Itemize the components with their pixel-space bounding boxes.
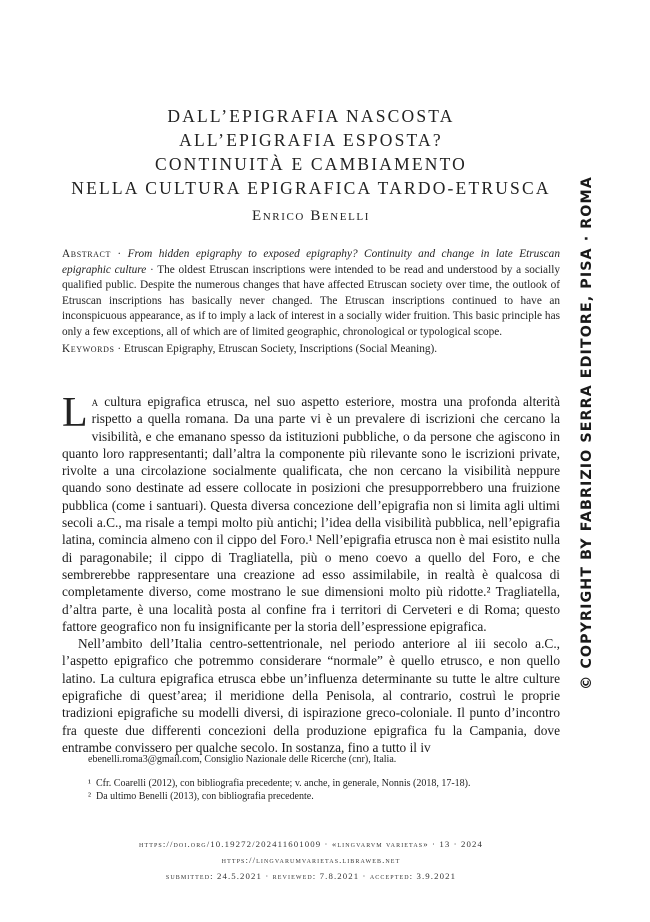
journal-url[interactable]: https://lingvarumvarietas.libraweb.net <box>221 855 401 865</box>
keywords-text: · Etruscan Epigraphy, Etruscan Society, Inscriptions (Social Meaning). <box>114 342 438 355</box>
keywords-label: Keywords <box>62 342 115 355</box>
footnote-1 <box>88 777 558 791</box>
abstract-block <box>62 247 560 357</box>
title-line-4: NELLA CULTURA EPIGRAFICA TARDO-ETRUSCA <box>71 178 551 198</box>
copyright-text: © COPYRIGHT BY FABRIZIO SERRA EDITORE, PISA · ROMA <box>579 176 595 690</box>
review-dates: submitted: 24.5.2021 · reviewed: 7.8.2021 · accepted: 3.9.2021 <box>165 871 457 881</box>
body-text <box>62 390 560 756</box>
title-line-2: ALL’EPIGRAFIA ESPOSTA? <box>179 130 443 150</box>
lead-in: a <box>91 394 99 409</box>
publication-meta <box>62 836 560 884</box>
abstract <box>62 247 560 341</box>
author-affiliation: ebenelli.roma3@gmail.com, Consiglio Nazionale delle Ricerche (cnr), Italia. <box>88 754 397 765</box>
abstract-english-title: From hidden epigraphy to exposed epigraphy? Continuity and change in late Etruscan epigraphic culture <box>62 248 560 276</box>
author-name: Enrico Benelli <box>251 208 371 224</box>
keywords <box>62 342 560 358</box>
paragraph-1 <box>62 390 560 635</box>
paragraph-2: Nell’ambito dell’Italia centro-settentrionale, nel periodo anteriore al iii secolo a.C., l’aspetto epigrafico che potremmo considerare “normale” è quello etrusco, e non quello latino. La cultura epigrafica etrusca ebbe un’influenza determinante su tutte le altre culture epigrafiche di quest’area; il meridione della Penisola, al contrario, costruì le proprie tradizioni epigrafiche su modelli diversi, di ispirazione greco-coloniale. Il punto d’incontro fra queste due differenti concezioni della produzione epigrafica fu la Campania, dove entrambe convissero per qualche secolo. In sostanza, fino a tutto il iv <box>62 636 560 755</box>
abstract-label: Abstract <box>62 248 111 260</box>
article-title <box>62 104 560 200</box>
footnote-2 <box>88 790 558 804</box>
footnote-2-text: Da ultimo Benelli (2013), con bibliografia precedente. <box>96 791 314 803</box>
footnotes <box>88 753 558 804</box>
doi-line[interactable]: https://doi.org/10.19272/202411601009 · «lingvarvm varietas» · 13 · 2024 <box>139 839 483 849</box>
paragraph-1-text: cultura epigrafica etrusca, nel suo aspetto esteriore, mostra una profonda alterità rispetto a quella romana. Da una parte vi è un prevalere di iscrizioni che cercano la visibilità, e che emanano spesso da istituzioni pubbliche, o da persone che agiscono in quanto loro rappresentanti; dall’altra la componente più rilevante sono le iscrizioni private, rivolte a una circolazione socialmente qualificata, che non cercano la visibilità neppure quando sono destinate ad essere collocate in posizioni che presupporrebbero una fruizione pubblica (come i santuari). Questa diversa concezione dell’epigrafia non si limita agli ultimi secoli a.C., ma risale a tempi molto più antichi; l’idea della visibilità pubblica, nell’epigrafia latina, comincia almeno con il cippo del Foro.¹ Nell’epigrafia etrusca non è mai esistito nulla di paragonabile; il cippo di Tragliatella, più o meno coevo a quello del Foro, e che sembrerebbe rappresentare una creazione ad esso assimilabile, in realtà è qualcosa di completamente diverso, come mostrano le sue dimensioni molto più ridotte.² Tragliatella, d’altra parte, è una località posta al confine fra i territori di Cerveteri e di Roma; questo fattore geografico non fu insignificante per la storia dell’espressione epigrafica. <box>62 394 560 634</box>
abstract-separator: · <box>110 248 128 260</box>
drop-cap: L <box>62 390 88 436</box>
abstract-text: · The oldest Etruscan inscriptions were intended to be read and understood by a socially qualified public. Despite the numerous changes that have affected Etruscan society over time, the outlook of Etruscan inscriptions has basically never changed. The Etruscan inscriptions continued to have an inconspicuous appearance, as if to imply a lack of interest in a socially wider fruition. This basic principle has only a few exceptions, all of which are of limited geographic, chronological or typological scope. <box>62 263 560 338</box>
footnote-2-mark: ² <box>88 791 91 803</box>
title-line-3: CONTINUITÀ E CAMBIAMENTO <box>154 154 468 174</box>
footnote-1-mark: ¹ <box>88 777 91 789</box>
footnote-1-text: Cfr. Coarelli (2012), con bibliografia precedente; v. anche, in generale, Nonnis (2018, 17-18). <box>96 777 471 789</box>
title-line-1: DALL’EPIGRAFIA NASCOSTA <box>167 106 455 126</box>
